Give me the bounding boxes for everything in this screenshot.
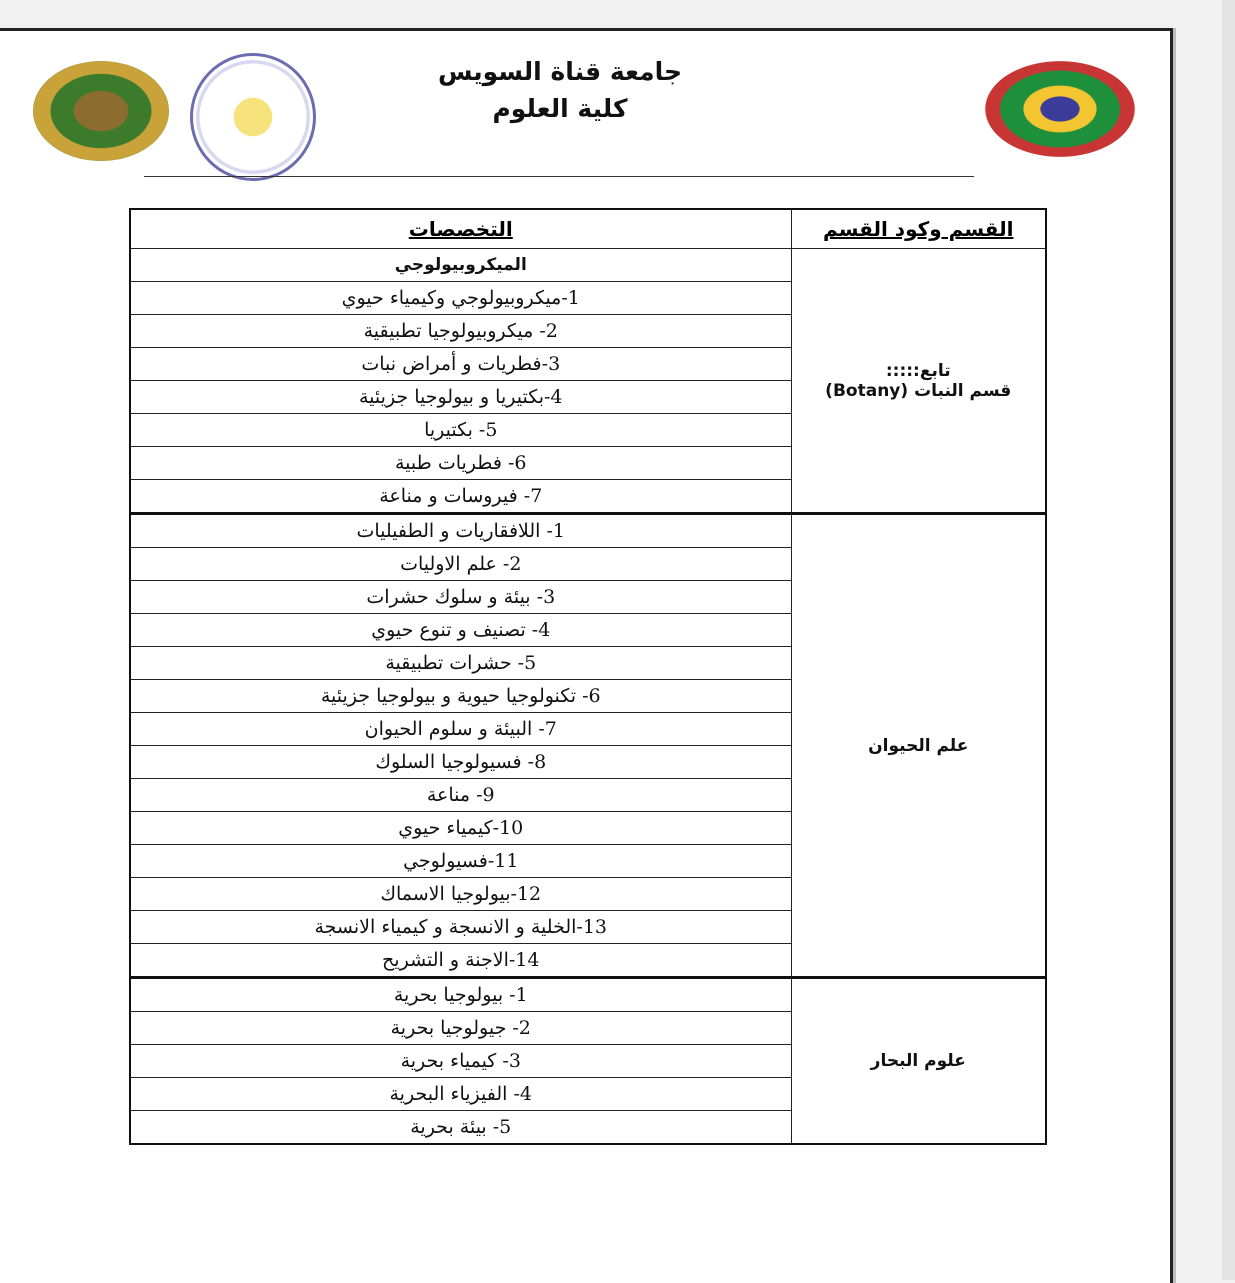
viewer-scrollbar-strip <box>1222 0 1235 1280</box>
document-page <box>0 28 1173 1283</box>
table-row <box>130 249 1046 282</box>
specialization-item: 2- علم الاوليات <box>130 548 791 581</box>
specialization-item: 9- مناعة <box>130 779 791 812</box>
specialization-item: 3- كيمياء بحرية <box>130 1045 791 1078</box>
specialization-item: 4-بكتيريا و بيولوجيا جزيئية <box>130 381 791 414</box>
faculty-emblem-icon <box>33 61 169 161</box>
specialization-item: 14-الاجنة و التشريح <box>130 944 791 978</box>
department-name: علم الحيوان <box>868 735 969 756</box>
column-header-department: القسم وكود القسم <box>791 209 1046 249</box>
specialization-item: 7- البيئة و سلوم الحيوان <box>130 713 791 746</box>
specialization-item: 6- فطريات طبية <box>130 447 791 480</box>
department-cell <box>791 514 1046 978</box>
specializations-table <box>129 208 1047 1145</box>
seal-stamp-icon <box>190 53 316 181</box>
specialization-item: 10-كيمياء حيوي <box>130 812 791 845</box>
table-body <box>130 249 1046 1145</box>
specialization-item: 1- اللافقاريات و الطفيليات <box>130 514 791 548</box>
specialization-item: 6- تكنولوجيا حيوية و بيولوجيا جزيئية <box>130 680 791 713</box>
department-name: قسم النبات (Botany) <box>825 380 1012 401</box>
specialization-item: 1- بيولوجيا بحرية <box>130 978 791 1012</box>
specialization-item: 7- فيروسات و مناعة <box>130 480 791 514</box>
specialization-item: 4- تصنيف و تنوع حيوي <box>130 614 791 647</box>
specialization-subtitle: الميكروبيولوجي <box>130 249 791 282</box>
specialization-item: 8- فسيولوجيا السلوك <box>130 746 791 779</box>
department-cell <box>791 978 1046 1145</box>
department-name: علوم البحار <box>870 1051 966 1071</box>
specialization-item: 5- بكتيريا <box>130 414 791 447</box>
table-row <box>130 978 1046 1012</box>
department-continued-label: تابع::::: <box>885 360 951 381</box>
university-logo-icon <box>985 61 1135 157</box>
university-name: جامعة قناة السويس <box>437 57 683 86</box>
specialization-item: 5- حشرات تطبيقية <box>130 647 791 680</box>
table-row <box>130 514 1046 548</box>
faculty-name: كلية العلوم <box>492 94 628 123</box>
specialization-item: 1-ميكروبيولوجي وكيمياء حيوي <box>130 282 791 315</box>
specialization-item: 3-فطريات و أمراض نبات <box>130 348 791 381</box>
department-cell <box>791 249 1046 514</box>
specialization-item: 11-فسيولوجي <box>130 845 791 878</box>
specialization-item: 12-بيولوجيا الاسماك <box>130 878 791 911</box>
document-header <box>380 53 740 127</box>
specialization-item: 13-الخلية و الانسجة و كيمياء الانسجة <box>130 911 791 944</box>
specialization-item: 2- ميكروبيولوجيا تطبيقية <box>130 315 791 348</box>
header-divider <box>144 176 974 177</box>
column-header-specializations: التخصصات <box>130 209 791 249</box>
specialization-item: 5- بيئة بحرية <box>130 1111 791 1145</box>
specialization-item: 4- الفيزياء البحرية <box>130 1078 791 1111</box>
specialization-item: 3- بيئة و سلوك حشرات <box>130 581 791 614</box>
specialization-item: 2- جيولوجيا بحرية <box>130 1012 791 1045</box>
